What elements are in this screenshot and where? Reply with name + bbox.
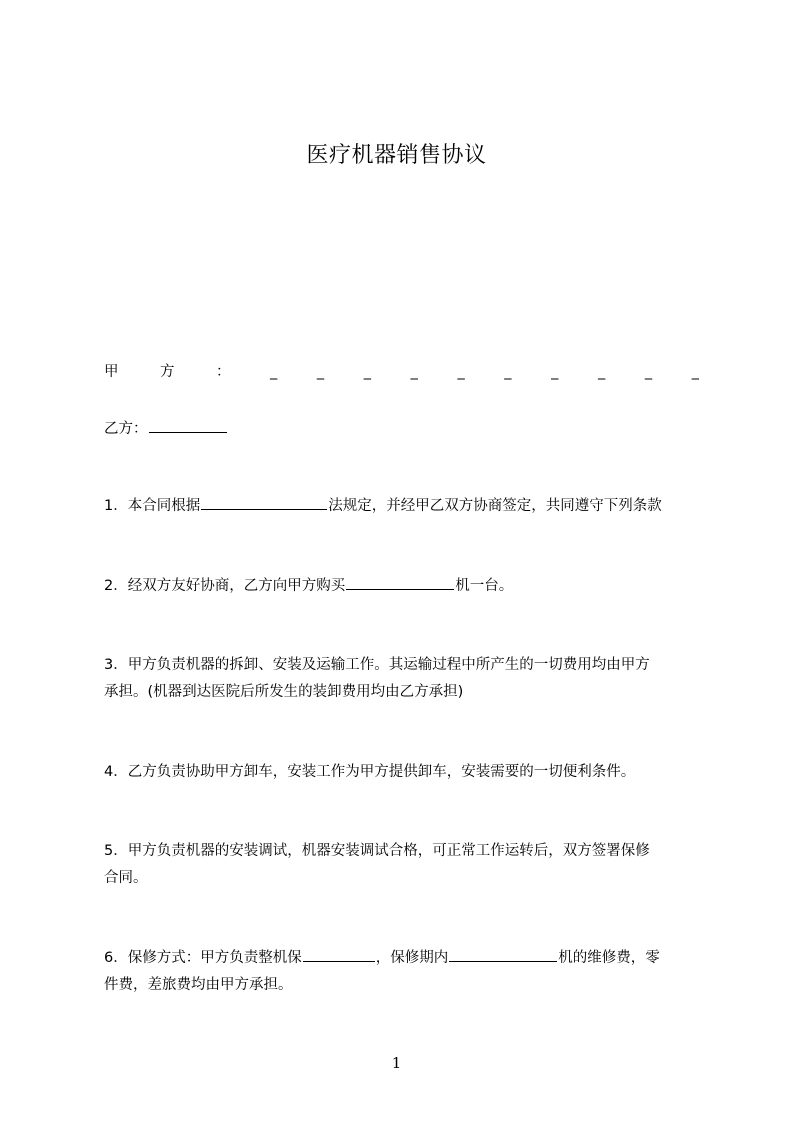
clause-5 <box>104 838 699 892</box>
clause-3 <box>104 652 699 706</box>
clause-4-line: 4．乙方负责协助甲方卸车，安装工作为甲方提供卸车，安装需要的一切便利条件。 <box>104 764 636 780</box>
party-b-label: 乙方： <box>104 421 148 437</box>
clause-2-lead: 2．经双方友好协商，乙方向甲方购买 <box>104 578 346 594</box>
blank-char: _ <box>316 364 325 380</box>
blank-char: _ <box>270 364 278 380</box>
party-a-blank[interactable] <box>270 360 699 384</box>
blank-char: _ <box>598 364 606 380</box>
page-number: 1 <box>391 1054 402 1072</box>
clause-6-lead: 6．保修方式：甲方负责整机保 <box>104 950 302 966</box>
clause-1-blank[interactable] <box>201 493 327 510</box>
party-a-label-char: 甲 <box>104 364 119 380</box>
party-b-blank[interactable] <box>149 416 227 433</box>
clause-5-line-1: 5．甲方负责机器的安装调试，机器安装调试合格，可正常工作运转后，双方签署保修 <box>104 843 650 859</box>
blank-char: _ <box>457 364 465 380</box>
party-a-colon: ： <box>216 364 231 380</box>
clause-1-lead: 1．本合同根据 <box>104 498 201 514</box>
clause-6-line-2: 件费，差旅费均由甲方承担。 <box>104 977 293 993</box>
clause-1 <box>104 493 699 520</box>
blank-char: _ <box>644 364 653 380</box>
clause-3-line-2: 承担。(机器到达医院后所发生的装卸费用均由乙方承担) <box>104 684 464 700</box>
clause-6 <box>104 945 699 999</box>
clause-1-line <box>104 493 699 520</box>
clause-1-tail: 法规定，并经甲乙双方协商签定，共同遵守下列条款 <box>328 498 662 514</box>
clause-2-line <box>104 573 699 600</box>
clause-2-tail: 机一台。 <box>455 578 514 594</box>
party-a-line <box>104 360 699 384</box>
clause-2 <box>104 573 699 600</box>
clause-6-mid: ，保修期内 <box>375 950 449 966</box>
blank-char: _ <box>691 364 699 380</box>
clause-6-blank-machine[interactable] <box>449 945 557 962</box>
party-b-line <box>104 416 699 441</box>
blank-char: _ <box>504 364 512 380</box>
clause-3-line-1: 3．甲方负责机器的拆卸、安装及运输工作。其运输过程中所产生的一切费用均由甲方 <box>104 657 650 673</box>
document-title: 医疗机器销售协议 <box>306 143 487 168</box>
blank-char: _ <box>551 364 559 380</box>
blank-char: _ <box>410 364 418 380</box>
clause-2-blank[interactable] <box>346 573 454 590</box>
blank-char: _ <box>363 364 371 380</box>
clause-6-tail: 机的维修费，零 <box>558 950 660 966</box>
clause-6-blank-warranty[interactable] <box>303 945 375 962</box>
clause-4 <box>104 759 699 786</box>
clause-5-line-2: 合同。 <box>104 870 148 886</box>
clause-6-line-1 <box>104 945 699 972</box>
party-a-label-char: 方 <box>160 364 175 380</box>
